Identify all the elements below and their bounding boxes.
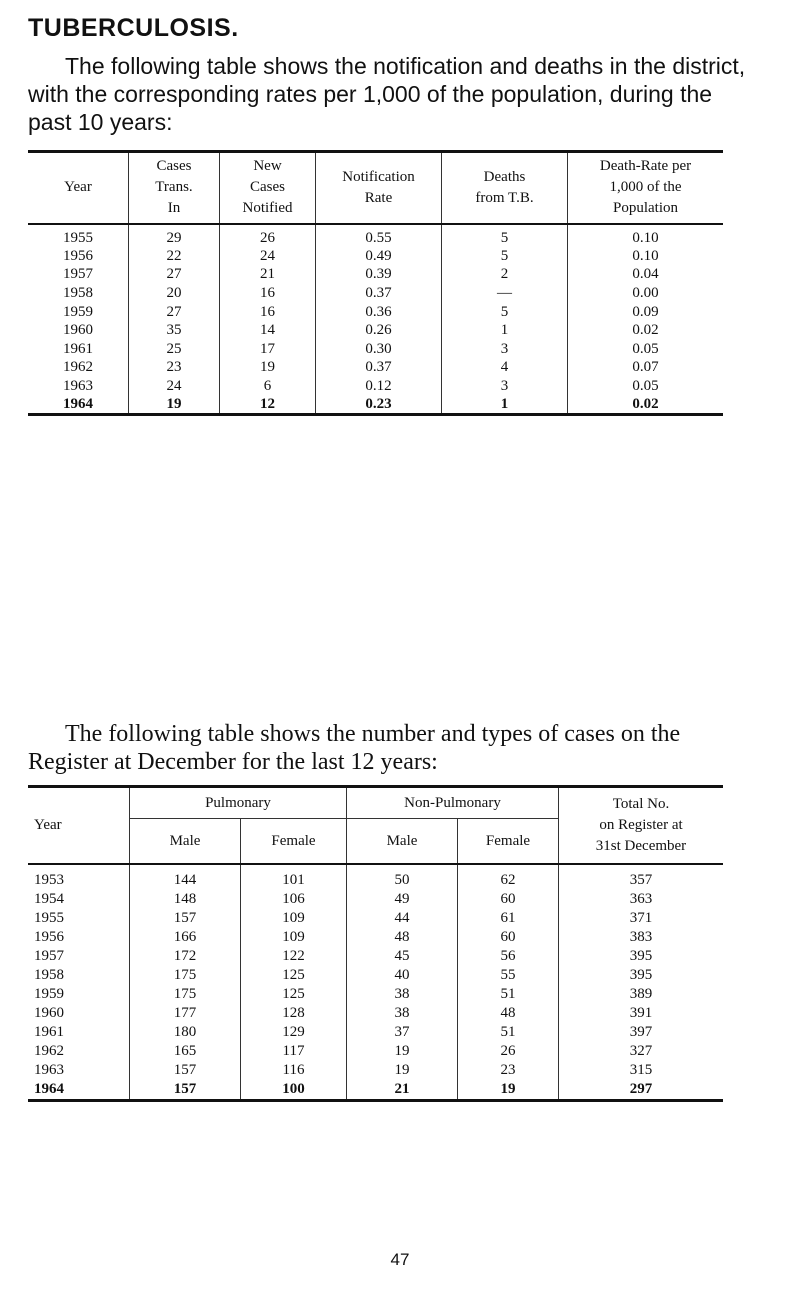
table-cell: 6 bbox=[220, 377, 316, 396]
table-cell: 38 bbox=[347, 985, 458, 1004]
page-number: 47 bbox=[390, 1250, 410, 1269]
table-cell: 175 bbox=[130, 985, 241, 1004]
table-row bbox=[28, 247, 723, 266]
table-cell: 56 bbox=[458, 947, 559, 966]
table-cell: 1955 bbox=[34, 910, 64, 926]
table-cell: 0.00 bbox=[568, 284, 724, 303]
table-cell: 0.04 bbox=[568, 265, 724, 284]
table-cell: 19 bbox=[347, 1042, 458, 1061]
table-cell: 297 bbox=[559, 1080, 724, 1101]
table-cell: 3 bbox=[442, 377, 568, 396]
table-cell: 117 bbox=[241, 1042, 347, 1061]
table-cell: 27 bbox=[129, 265, 220, 284]
table-cell: 106 bbox=[241, 890, 347, 909]
table2-header-year: Year bbox=[28, 787, 130, 865]
table-row bbox=[28, 909, 723, 928]
table-cell: 1964 bbox=[28, 395, 129, 415]
table-cell: 357 bbox=[559, 864, 724, 890]
table-cell: 60 bbox=[458, 890, 559, 909]
table-cell: 1957 bbox=[63, 266, 93, 283]
table2-header-nonpulmonary-male: Male bbox=[347, 819, 458, 865]
table-cell: 125 bbox=[241, 985, 347, 1004]
register-cases-table bbox=[28, 785, 723, 1102]
table2-header-total: Total No. on Register at 31st December bbox=[559, 787, 724, 865]
table-cell: 129 bbox=[241, 1023, 347, 1042]
table-cell: 16 bbox=[220, 284, 316, 303]
table-cell: 157 bbox=[130, 1080, 241, 1101]
table-cell: 383 bbox=[559, 928, 724, 947]
table-cell: 26 bbox=[458, 1042, 559, 1061]
table-cell: 24 bbox=[220, 247, 316, 266]
table-cell: 1960 bbox=[63, 322, 93, 339]
table-cell: 1958 bbox=[63, 284, 93, 301]
table-cell: 389 bbox=[559, 985, 724, 1004]
table-cell: 0.02 bbox=[568, 321, 724, 340]
table-row bbox=[28, 864, 723, 890]
table-cell: 50 bbox=[347, 864, 458, 890]
table-cell: 35 bbox=[129, 321, 220, 340]
table-cell: 395 bbox=[559, 966, 724, 985]
table-row bbox=[28, 358, 723, 377]
table-cell: 19 bbox=[458, 1080, 559, 1101]
table-cell: 17 bbox=[220, 339, 316, 358]
table-row bbox=[28, 1042, 723, 1061]
table2-header-pulmonary: Pulmonary bbox=[130, 787, 347, 819]
table2-header-row bbox=[28, 787, 723, 819]
table-cell: 100 bbox=[241, 1080, 347, 1101]
table-row bbox=[28, 284, 723, 303]
table-cell: 1954 bbox=[34, 891, 64, 907]
table-cell: 20 bbox=[129, 284, 220, 303]
table1-header-cases-trans: Cases Trans. In bbox=[129, 152, 220, 224]
table-row bbox=[28, 928, 723, 947]
table-row bbox=[28, 985, 723, 1004]
table-cell: 19 bbox=[129, 395, 220, 415]
table-cell: 0.37 bbox=[316, 358, 442, 377]
table-cell: 25 bbox=[129, 339, 220, 358]
table-row bbox=[28, 1023, 723, 1042]
table-row bbox=[28, 339, 723, 358]
table-cell: 157 bbox=[130, 1061, 241, 1080]
table-cell: 12 bbox=[220, 395, 316, 415]
table-cell: 175 bbox=[130, 966, 241, 985]
table-cell: 0.07 bbox=[568, 358, 724, 377]
table2-header-non-pulmonary: Non-Pulmonary bbox=[347, 787, 559, 819]
table-cell: 21 bbox=[220, 265, 316, 284]
table-row bbox=[28, 890, 723, 909]
table-cell: 1962 bbox=[34, 1043, 64, 1059]
table-cell: 16 bbox=[220, 302, 316, 321]
table-cell: 0.23 bbox=[316, 395, 442, 415]
table-cell: 61 bbox=[458, 909, 559, 928]
table-cell: 177 bbox=[130, 1004, 241, 1023]
table-row bbox=[28, 1004, 723, 1023]
table-cell: 48 bbox=[347, 928, 458, 947]
table-cell: 51 bbox=[458, 1023, 559, 1042]
table-cell: 165 bbox=[130, 1042, 241, 1061]
table-cell: 49 bbox=[347, 890, 458, 909]
table-cell: 5 bbox=[442, 247, 568, 266]
table-cell: 0.12 bbox=[316, 377, 442, 396]
table-row bbox=[28, 395, 723, 415]
table-cell: 60 bbox=[458, 928, 559, 947]
table-cell: 24 bbox=[129, 377, 220, 396]
table-cell: 45 bbox=[347, 947, 458, 966]
table-cell: 2 bbox=[442, 265, 568, 284]
table-cell: 0.02 bbox=[568, 395, 724, 415]
table-cell: 101 bbox=[241, 864, 347, 890]
table1-body bbox=[28, 224, 723, 415]
table1-header-death-rate: Death-Rate per 1,000 of the Population bbox=[568, 152, 724, 224]
table2-body bbox=[28, 864, 723, 1101]
table-cell: 19 bbox=[347, 1061, 458, 1080]
table-row bbox=[28, 321, 723, 340]
table-cell: 37 bbox=[347, 1023, 458, 1042]
table-cell: 5 bbox=[442, 224, 568, 247]
table-cell: 29 bbox=[129, 224, 220, 247]
table-cell: 22 bbox=[129, 247, 220, 266]
table-cell: 363 bbox=[559, 890, 724, 909]
page-title: TUBERCULOSIS. bbox=[28, 14, 239, 42]
table-cell: 166 bbox=[130, 928, 241, 947]
table-cell: 0.05 bbox=[568, 377, 724, 396]
table-cell: 1963 bbox=[63, 377, 93, 394]
table-cell: 26 bbox=[220, 224, 316, 247]
table-cell: 4 bbox=[442, 358, 568, 377]
table-cell: 23 bbox=[458, 1061, 559, 1080]
table-cell: 0.10 bbox=[568, 247, 724, 266]
table-cell: 1959 bbox=[34, 986, 64, 1002]
table-cell: 55 bbox=[458, 966, 559, 985]
table-cell: 1961 bbox=[63, 340, 93, 357]
table-cell: 0.09 bbox=[568, 302, 724, 321]
table2-header-pulmonary-male: Male bbox=[130, 819, 241, 865]
table-cell: 109 bbox=[241, 928, 347, 947]
table-cell: 0.30 bbox=[316, 339, 442, 358]
table-cell: 1960 bbox=[34, 1005, 64, 1021]
table-cell: 5 bbox=[442, 302, 568, 321]
table-cell: 128 bbox=[241, 1004, 347, 1023]
table1-header-new-cases: New Cases Notified bbox=[220, 152, 316, 224]
table-cell: 148 bbox=[130, 890, 241, 909]
table-cell: 1962 bbox=[63, 359, 93, 376]
table-cell: 3 bbox=[442, 339, 568, 358]
table-cell: 62 bbox=[458, 864, 559, 890]
table-cell: 23 bbox=[129, 358, 220, 377]
table-cell: 371 bbox=[559, 909, 724, 928]
table-cell: 1958 bbox=[34, 967, 64, 983]
table-cell: 116 bbox=[241, 1061, 347, 1080]
table-cell: 391 bbox=[559, 1004, 724, 1023]
table-cell: 44 bbox=[347, 909, 458, 928]
table-row bbox=[28, 966, 723, 985]
table-cell: 40 bbox=[347, 966, 458, 985]
intro-paragraph-2: The following table shows the number and types of cases on the Register at December for the last 12 years: bbox=[28, 721, 681, 775]
table-cell: 1964 bbox=[28, 1080, 130, 1101]
table-cell: 0.39 bbox=[316, 265, 442, 284]
table-cell: 1957 bbox=[34, 948, 64, 964]
table-cell: 1959 bbox=[63, 303, 93, 320]
table-cell: 122 bbox=[241, 947, 347, 966]
table-cell: 0.10 bbox=[568, 224, 724, 247]
table-cell: 1963 bbox=[34, 1062, 64, 1078]
table-cell: 0.55 bbox=[316, 224, 442, 247]
table-cell: 157 bbox=[130, 909, 241, 928]
table-row bbox=[28, 377, 723, 396]
table-cell: 315 bbox=[559, 1061, 724, 1080]
table-cell: 1 bbox=[442, 395, 568, 415]
table-row bbox=[28, 224, 723, 247]
table-cell: 144 bbox=[130, 864, 241, 890]
table1-header-year: Year bbox=[28, 152, 129, 224]
table-cell: 1953 bbox=[34, 872, 64, 888]
table-cell: 1955 bbox=[63, 229, 93, 246]
table-cell: 21 bbox=[347, 1080, 458, 1101]
table-cell: 327 bbox=[559, 1042, 724, 1061]
table-cell: 0.05 bbox=[568, 339, 724, 358]
table-cell: 1961 bbox=[34, 1024, 64, 1040]
notifications-deaths-table bbox=[28, 150, 723, 416]
table-cell: 48 bbox=[458, 1004, 559, 1023]
table-row bbox=[28, 1080, 723, 1101]
table-row bbox=[28, 302, 723, 321]
table-cell: 395 bbox=[559, 947, 724, 966]
intro-paragraph-1: The following table shows the notification and deaths in the district, with the corresponding rates per 1,000 of the population, during the past 10 years: bbox=[28, 53, 746, 135]
table-cell: 1956 bbox=[63, 247, 93, 264]
table1-header-deaths: Deaths from T.B. bbox=[442, 152, 568, 224]
table1-header-row bbox=[28, 152, 723, 224]
table-row bbox=[28, 947, 723, 966]
table1-header-notification-rate: Notification Rate bbox=[316, 152, 442, 224]
table2-header-pulmonary-female: Female bbox=[241, 819, 347, 865]
table-cell: 51 bbox=[458, 985, 559, 1004]
table-cell: 19 bbox=[220, 358, 316, 377]
table-cell: 180 bbox=[130, 1023, 241, 1042]
table-cell: 397 bbox=[559, 1023, 724, 1042]
table-cell: 27 bbox=[129, 302, 220, 321]
table2-header-nonpulmonary-female: Female bbox=[458, 819, 559, 865]
table-cell: 172 bbox=[130, 947, 241, 966]
table-cell: 1956 bbox=[34, 929, 64, 945]
table-cell: 109 bbox=[241, 909, 347, 928]
table-cell: 14 bbox=[220, 321, 316, 340]
table-cell: 0.49 bbox=[316, 247, 442, 266]
table-cell: 0.26 bbox=[316, 321, 442, 340]
table-row bbox=[28, 1061, 723, 1080]
table-cell: — bbox=[442, 284, 568, 303]
table-cell: 1 bbox=[442, 321, 568, 340]
table-cell: 0.37 bbox=[316, 284, 442, 303]
table-row bbox=[28, 265, 723, 284]
table-cell: 0.36 bbox=[316, 302, 442, 321]
table-cell: 38 bbox=[347, 1004, 458, 1023]
table-cell: 125 bbox=[241, 966, 347, 985]
